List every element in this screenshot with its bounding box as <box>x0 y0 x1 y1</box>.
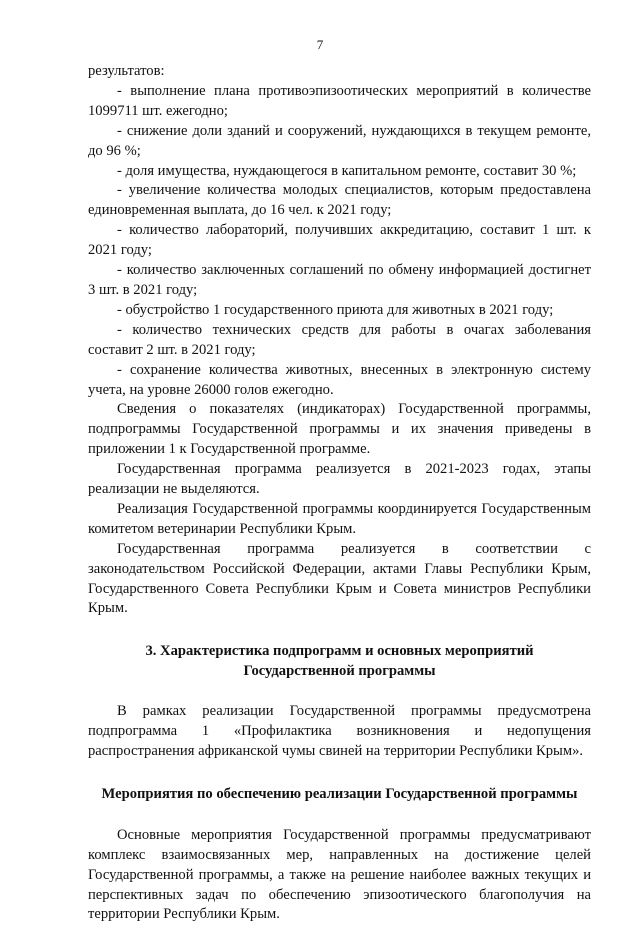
section-3-heading-line1: 3. Характеристика подпрограмм и основных мероприятий <box>145 643 534 660</box>
list-item: - количество заключенных соглашений по обмену информацией достигнет 3 шт. в 2021 году; <box>88 262 591 298</box>
page-number: 7 <box>316 37 324 52</box>
intro-line: результатов: <box>88 63 165 79</box>
section-3-text: В рамках реализации Государственной программы предусмотрена подпрограмма 1 «Профилактика возникновения и недопущения распространения африканской чумы свиней на территории Республики Крым». <box>88 703 591 759</box>
measures-text: Основные мероприятия Государственной программы предусматривают комплекс взаимосвязанных мер, направленных на достижение целей Государственной программы, а также на решение наиболее важных текущих и перспективных задач по обеспечению эпизоотического благополучия на территории Республики Крым. <box>88 826 591 923</box>
paragraph-period: Государственная программа реализуется в 2021-2023 годах, этапы реализации не выделяются. <box>88 461 591 498</box>
section-3-heading-line2: Государственной программы <box>243 663 436 680</box>
document-body <box>88 62 591 925</box>
list-item: - выполнение плана противоэпизоотических мероприятий в количестве 1099711 шт. ежегодно; <box>88 82 591 119</box>
paragraph-indicators: Сведения о показателях (индикаторах) Государственной программы, подпрограммы Государственной программы и их значения приведены в приложении 1 к Государственной программе. <box>88 401 591 458</box>
section-3-heading <box>88 642 591 682</box>
paragraph-legislation: Государственная программа реализуется в соответствии с законодательством Российской Федерации, актами Главы Республики Крым, Государственного Совета Республики Крым и Совета министров Республики Крым. <box>88 540 591 617</box>
paragraph-coordination: Реализация Государственной программы координируется Государственным комитетом ветеринарии Республики Крым. <box>88 500 591 537</box>
list-item: - доля имущества, нуждающегося в капитальном ремонте, составит 30 %; <box>117 162 577 179</box>
list-item: - снижение доли зданий и сооружений, нуждающихся в текущем ремонте, до 96 %; <box>88 122 591 159</box>
measures-heading: Мероприятия по обеспечению реализации Государственной программы <box>101 785 578 802</box>
list-item: - количество технических средств для работы в очагах заболевания составит 2 шт. в 2021 году; <box>88 321 591 358</box>
list-item: - обустройство 1 государственного приюта для животных в 2021 году; <box>117 301 554 318</box>
list-item: - сохранение количества животных, внесенных в электронную систему учета, на уровне 26000 голов ежегодно. <box>88 361 591 398</box>
list-item: - количество лабораторий, получивших аккредитацию, составит 1 шт. к 2021 году; <box>88 222 591 259</box>
list-item: - увеличение количества молодых специалистов, которым предоставлена единовременная выплата, до 16 чел. к 2021 году; <box>88 182 591 219</box>
